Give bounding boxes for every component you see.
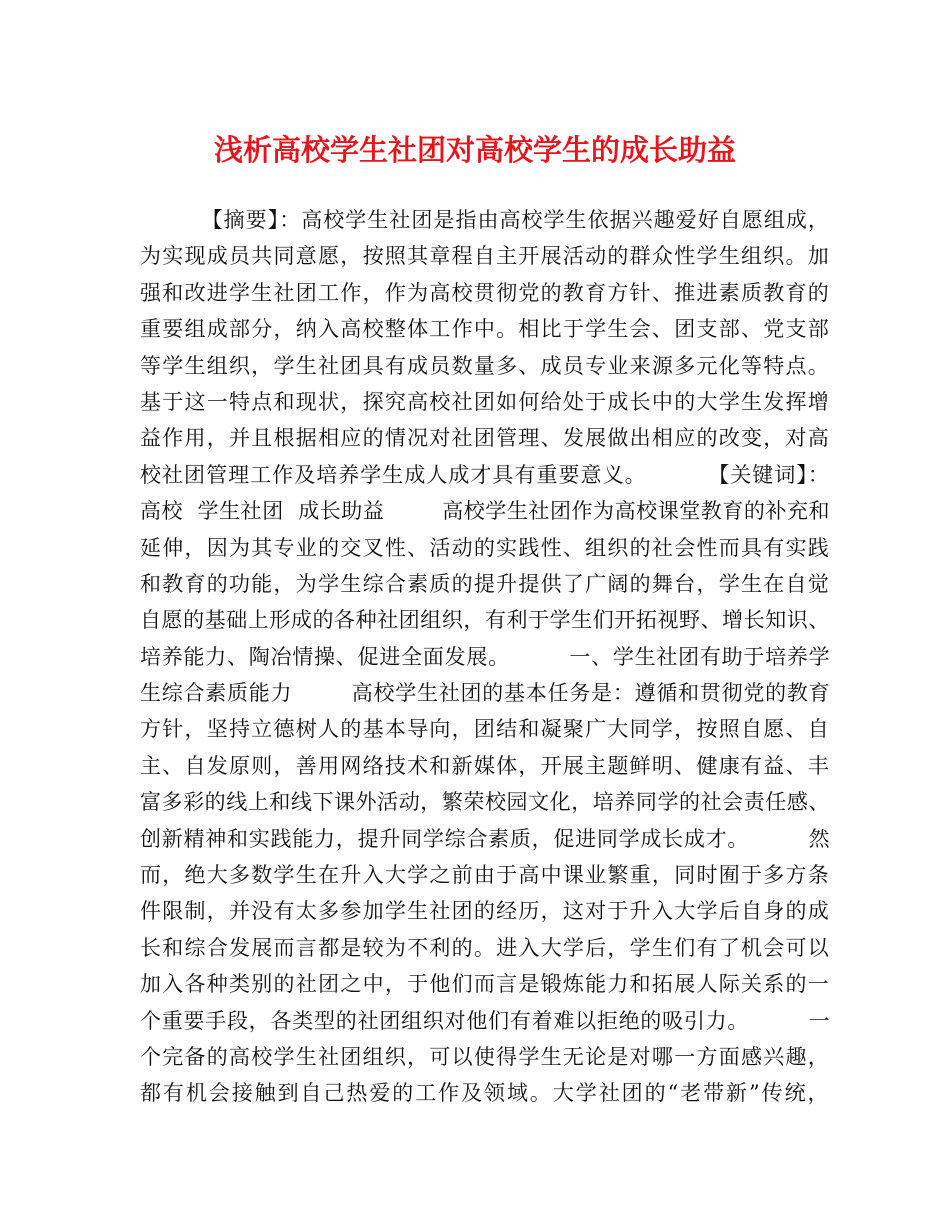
body-line: 富多彩的线上和线下课外活动，繁荣校园文化，培养同学的社会责任感、 [140, 790, 830, 815]
document-title: 浅析高校学生社团对高校学生的成长助益 [213, 133, 736, 167]
body-line: 等学生组织，学生社团具有成员数量多、成员专业来源多元化等特点。 [140, 353, 830, 378]
body-line: 强和改进学生社团工作，作为高校贯彻党的教育方针、推进素质教育的 [140, 280, 830, 305]
body-line: 生综合素质能力 高校学生社团的基本任务是：遵循和贯彻党的教育 [140, 681, 830, 706]
body-line: 个完备的高校学生社团组织，可以使得学生无论是对哪一方面感兴趣， [140, 1044, 830, 1069]
body-line: 培养能力、陶冶情操、促进全面发展。 一、学生社团有助于培养学 [140, 644, 830, 669]
body-line: 益作用，并且根据相应的情况对社团管理、发展做出相应的改变，对高 [140, 426, 830, 451]
body-line: 基于这一特点和现状，探究高校社团如何给处于成长中的大学生发挥增 [140, 389, 830, 414]
body-line: 长和综合发展而言都是较为不利的。进入大学后，学生们有了机会可以 [140, 935, 830, 960]
body-line: 创新精神和实践能力，提升同学综合素质，促进同学成长成才。 然 [140, 826, 830, 851]
body-line: 个重要手段，各类型的社团组织对他们有着难以拒绝的吸引力。 一 [140, 1008, 830, 1033]
body-line: 件限制，并没有太多参加学生社团的经历，这对于升入大学后自身的成 [140, 899, 830, 924]
body-line: 延伸，因为其专业的交叉性、活动的实践性、组织的社会性而具有实践 [140, 535, 830, 560]
body-line: 重要组成部分，纳入高校整体工作中。相比于学生会、团支部、党支部 [140, 317, 830, 342]
body-line: 校社团管理工作及培养学生成人成才具有重要意义。 【关键词】： [140, 462, 830, 487]
body-line: 高校 学生社团 成长助益 高校学生社团作为高校课堂教育的补充和 [140, 499, 830, 524]
body-line: 为实现成员共同意愿，按照其章程自主开展活动的群众性学生组织。加 [140, 244, 830, 269]
body-line: 主、自发原则，善用网络技术和新媒体，开展主题鲜明、健康有益、丰 [140, 753, 830, 778]
body-line: 加入各种类别的社团之中，于他们而言是锻炼能力和拓展人际关系的一 [140, 972, 830, 997]
body-line: 而，绝大多数学生在升入大学之前由于高中课业繁重，同时囿于多方条 [140, 863, 830, 888]
body-line: 都有机会接触到自己热爱的工作及领域。大学社团的“老带新”传统， [140, 1081, 830, 1106]
body-line: 方针，坚持立德树人的基本导向，团结和凝聚广大同学，按照自愿、自 [140, 717, 830, 742]
body-line: 自愿的基础上形成的各种社团组织，有利于学生们开拓视野、增长知识、 [140, 608, 830, 633]
body-line: 【摘要】：高校学生社团是指由高校学生依据兴趣爱好自愿组成， [140, 208, 830, 232]
body-line: 和教育的功能，为学生综合素质的提升提供了广阔的舞台，学生在自觉 [140, 571, 830, 596]
document-body [140, 202, 830, 1112]
